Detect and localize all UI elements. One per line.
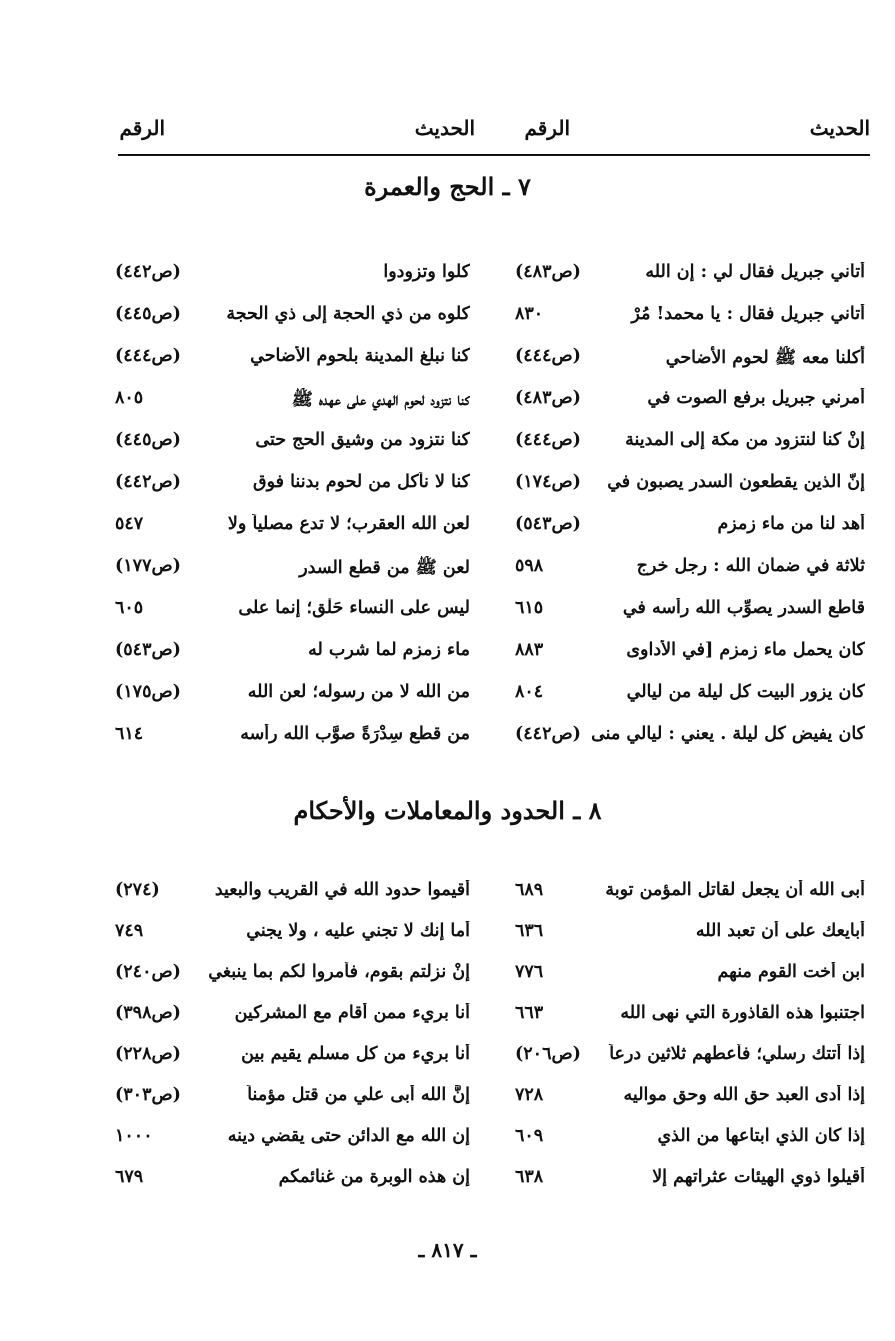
hadith-text: أبايعك على أن تعبد الله: [695, 921, 865, 941]
hadith-text: كنا نبلغ المدينة بلحوم الأضاحي: [250, 346, 470, 366]
hadith-text: أما إنك لا تجني عليه ، ولا يجني: [246, 921, 470, 941]
header-hadith-left: الحديث: [414, 116, 475, 140]
hadith-number: (ص١٧٥): [115, 682, 181, 702]
hadith-text: ابن أخت القوم منهم: [717, 962, 865, 982]
hadith-text: كلوا وتزودوا: [383, 262, 470, 282]
hadith-text: من قطع سِدْرَةً صوَّب الله رأسه: [240, 724, 470, 744]
hadith-number: ٦١٥: [515, 598, 544, 618]
table-row: [0, 472, 895, 514]
hadith-number: (ص٣٠٣): [115, 1085, 181, 1105]
hadith-text: إن هذه الوبرة من غنائمكم: [278, 1167, 470, 1187]
hadith-number: ٦٧٩: [115, 1167, 144, 1187]
hadith-number: (٢٧٤): [115, 880, 160, 900]
hadith-number: (ص٤٤٤): [115, 346, 181, 366]
hadith-number: (ص٣٩٨): [115, 1003, 181, 1023]
table-header: [118, 108, 870, 154]
hadith-text: أتاني جبريل فقال : يا محمد! مُرْ: [631, 304, 865, 324]
hadith-text: كلوه من ذي الحجة إلى ذي الحجة: [226, 304, 470, 324]
hadith-text: إنَّ الله أبى علي من قتل مؤمناً: [247, 1085, 470, 1105]
hadith-text: إذا كان الذي ابتاعها من الذي: [657, 1126, 865, 1146]
hadith-number: ٧٤٩: [115, 921, 144, 941]
hadith-number: ٧٧٦: [515, 962, 544, 982]
hadith-text: أنا بريء من كل مسلم يقيم بين: [241, 1044, 470, 1064]
table-row: [0, 880, 895, 922]
table-row: [0, 388, 895, 430]
hadith-number: (ص٤٤٥): [115, 304, 181, 324]
hadith-text: أكلنا معه ﷺ لحوم الأضاحي: [665, 348, 865, 368]
hadith-number: ٦٣٦: [515, 921, 544, 941]
hadith-number: ٧٢٨: [515, 1085, 544, 1105]
hadith-text: إن الله مع الدائن حتى يقضي دينه: [227, 1126, 470, 1146]
hadith-number: ٨٠٤: [515, 682, 544, 702]
hadith-text: أتاني جبريل فقال لي : إن الله: [645, 262, 865, 282]
table-row: [0, 346, 895, 388]
hadith-number: (ص٢٠٦): [515, 1044, 581, 1064]
hadith-text: أبى الله أن يجعل لقاتل المؤمن توبة: [605, 880, 865, 900]
hadith-text: أقيلوا ذوي الهيئات عثراتهم إلا: [652, 1167, 865, 1187]
table-row: [0, 1167, 895, 1209]
hadith-number: ٥٤٧: [115, 514, 144, 534]
hadith-text: أقيموا حدود الله في القريب والبعيد: [214, 880, 470, 900]
hadith-number: ٨٨٣: [515, 640, 544, 660]
hadith-text: إذا أتتك رسلي؛ فأعطهم ثلاثين درعاً: [609, 1044, 865, 1064]
hadith-text: لعن ﷺ من قطع السدر: [299, 558, 470, 578]
hadith-text: ثلاثة في ضمان الله : رجل خرج: [636, 556, 865, 576]
hadith-number: (ص٤٤٢): [115, 472, 181, 492]
hadith-number: (ص٤٤٢): [515, 724, 581, 744]
hadith-number: (ص٤٤٥): [115, 430, 181, 450]
hadith-number: (ص٤٤٢): [115, 262, 181, 282]
table-row: [0, 556, 895, 598]
table-row: [0, 304, 895, 346]
hadith-number: (ص٥٤٣): [515, 514, 581, 534]
hadith-number: (ص٥٤٣): [115, 640, 181, 660]
table-row: [0, 724, 895, 766]
hadith-text: كنا لا نأكل من لحوم بدننا فوق: [253, 472, 470, 492]
table-row: [0, 1126, 895, 1168]
table-row: [0, 1003, 895, 1045]
hadith-text: أمرني جبريل برفع الصوت في: [647, 388, 865, 408]
header-hadith-right: الحديث: [809, 116, 870, 140]
section-title-hudud: ٨ ـ الحدود والمعاملات والأحكام: [293, 796, 602, 825]
hadith-text: ليس على النساء حَلْق؛ إنما على: [238, 598, 470, 618]
hadith-number: ٦١٤: [115, 724, 144, 744]
header-rule: [118, 154, 870, 156]
section-title-hajj: ٧ ـ الحج والعمرة: [364, 172, 531, 201]
hadith-number: ٦٠٩: [515, 1126, 544, 1146]
hadith-text: إنْ كنا لنتزود من مكة إلى المدينة: [625, 430, 865, 450]
hadith-text: إنّ الذين يقطعون السدر يصبون في: [607, 472, 865, 492]
hadith-text: قاطع السدر يصوِّب الله رأسه في: [622, 598, 865, 618]
hadith-text: اجتنبوا هذه القاذورة التي نهى الله: [620, 1003, 865, 1023]
header-number-left: الرقم: [119, 116, 165, 140]
hadith-number: (ص٢٤٠): [115, 962, 181, 982]
header-number-right: الرقم: [524, 116, 570, 140]
table-row: [0, 1044, 895, 1086]
hadith-number: ٦٦٣: [515, 1003, 544, 1023]
hadith-number: ١٠٠٠: [115, 1126, 153, 1146]
hadith-text: كان يحمل ماء زمزم [في الأداوى: [626, 640, 865, 660]
table-row: [0, 640, 895, 682]
table-row: [0, 1085, 895, 1127]
hadith-number: ٥٩٨: [515, 556, 544, 576]
table-row: [0, 514, 895, 556]
hadith-text: كان يفيض كل ليلة . يعني : ليالي منى: [591, 724, 865, 744]
hadith-number: ٨٠٥: [115, 388, 144, 408]
hadith-number: ٦٨٩: [515, 880, 544, 900]
hadith-text: كنا نتزود من وشيق الحج حتى: [255, 430, 470, 450]
hadith-number: (ص٤٤٤): [515, 430, 581, 450]
hadith-text: إذا أدى العبد حق الله وحق مواليه: [623, 1085, 865, 1105]
hadith-text: ماء زمزم لما شرب له: [308, 640, 470, 660]
table-row: [0, 921, 895, 963]
page-number: ـ ٨١٧ ـ: [418, 1238, 477, 1262]
hadith-number: (ص٤٨٣): [515, 388, 581, 408]
hadith-text: كان يزور البيت كل ليلة من ليالي: [626, 682, 865, 702]
hadith-number: ٦٣٨: [515, 1167, 544, 1187]
hadith-text: أهد لنا من ماء زمزم: [717, 514, 865, 534]
hadith-text: كنا نتزود لحوم الهدي على عهده ﷺ: [291, 390, 470, 410]
table-row: [0, 682, 895, 724]
hadith-text: من الله لا من رسوله؛ لعن الله: [247, 682, 470, 702]
hadith-number: (ص١٧٧): [115, 556, 181, 576]
hadith-number: (ص٤٤٤): [515, 346, 581, 366]
hadith-number: (ص٢٢٨): [115, 1044, 181, 1064]
hadith-number: (ص١٧٤): [515, 472, 581, 492]
table-row: [0, 962, 895, 1004]
table-row: [0, 262, 895, 304]
table-row: [0, 430, 895, 472]
hadith-text: أنا بريء ممن أقام مع المشركين: [234, 1003, 470, 1023]
hadith-number: ٦٠٥: [115, 598, 144, 618]
hadith-number: (ص٤٨٣): [515, 262, 581, 282]
table-row: [0, 598, 895, 640]
hadith-text: إنْ نزلتم بقوم، فأمروا لكم بما ينبغي: [208, 962, 470, 982]
hadith-text: لعن الله العقرب؛ لا تدع مصلياً ولا: [227, 514, 470, 534]
hadith-number: ٨٣٠: [515, 304, 544, 324]
